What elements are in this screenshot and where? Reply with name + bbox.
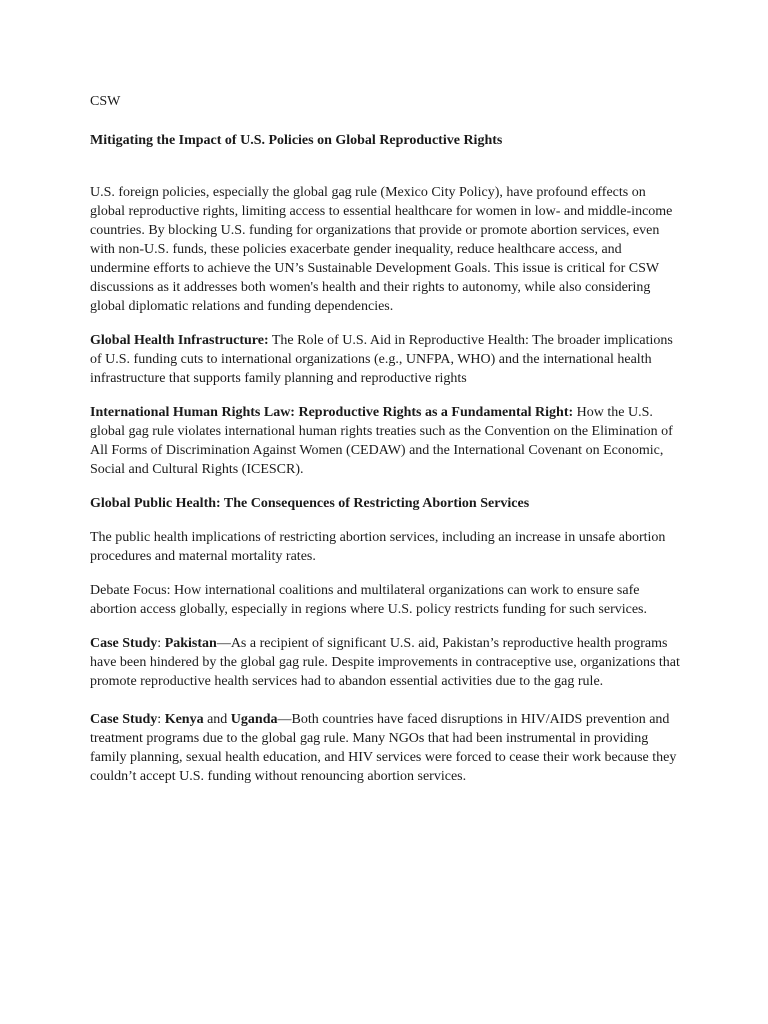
case-study-country-kenya: Kenya — [164, 712, 204, 727]
case-study-text: —As a recipient of significant U.S. aid, Pakistan’s reproductive health programs have been hindered by the global gag rule. Despite improvements in contraceptive use, organizations that promote reproductive health services had to abandon essential activities due to the gag rule. — [90, 636, 680, 689]
public-health-paragraph: The public health implications of restricting abortion services, including an increase in unsafe abortion procedures and maternal mortality rates. — [90, 530, 666, 564]
public-health-heading — [90, 494, 680, 513]
case-study-label: Case Study — [90, 712, 158, 727]
public-health-heading-text: Global Public Health: The Consequences of Restricting Abortion Services — [90, 496, 530, 511]
infrastructure-text: The Role of U.S. Aid in Reproductive Health: The broader implications of U.S. funding cuts to international organizations (e.g., UNFPA, WHO) and the international health infrastructure that supports family planning and reproductive rights — [90, 333, 673, 386]
case-study-pakistan — [90, 634, 680, 691]
case-study-label: Case Study — [90, 636, 158, 651]
debate-focus-paragraph: Debate Focus: How international coalitions and multilateral organizations can work to ensure safe abortion access globally, especially in regions where U.S. policy restricts funding for such services. — [90, 583, 647, 617]
case-study-text: —Both countries have faced disruptions in HIV/AIDS prevention and treatment programs due to the global gag rule. Many NGOs that had been instrumental in providing family planning, sexual health education, and HIV services were forced to cease their work because they couldn’t accept U.S. funding without renouncing abortion services. — [90, 712, 677, 784]
document-body — [90, 92, 680, 801]
case-study-kenya-uganda — [90, 710, 680, 786]
document-title: Mitigating the Impact of U.S. Policies on Global Reproductive Rights — [90, 133, 503, 148]
org-label: CSW — [90, 94, 121, 109]
case-study-colon: : — [157, 636, 165, 651]
intro-paragraph: U.S. foreign policies, especially the global gag rule (Mexico City Policy), have profound effects on global reproductive rights, limiting access to essential healthcare for women in low- and middle-income countries. By blocking U.S. funding for organizations that provide or promote abortion services, even with non-U.S. funds, these policies exacerbate gender inequality, reduce healthcare access, and undermine efforts to achieve the UN’s Sustainable Development Goals. This issue is critical for CSW discussions as it addresses both women's health and their rights to autonomy, while also considering global diplomatic relations and funding dependencies. — [90, 185, 673, 314]
case-study-country: Pakistan — [164, 636, 217, 651]
human-rights-text: How the U.S. global gag rule violates international human rights treaties such as the Convention on the Elimination of All Forms of Discrimination Against Women (CEDAW) and the International Covenant on Economic, Social and Cultural Rights (ICESCR). — [90, 405, 673, 477]
case-study-colon: : — [157, 712, 165, 727]
infrastructure-paragraph — [90, 331, 680, 388]
case-study-country-uganda: Uganda — [230, 712, 278, 727]
case-study-and: and — [203, 712, 231, 727]
human-rights-paragraph — [90, 403, 680, 479]
human-rights-heading: International Human Rights Law: Reproductive Rights as a Fundamental Right: — [90, 405, 574, 420]
infrastructure-heading: Global Health Infrastructure: — [90, 333, 269, 348]
